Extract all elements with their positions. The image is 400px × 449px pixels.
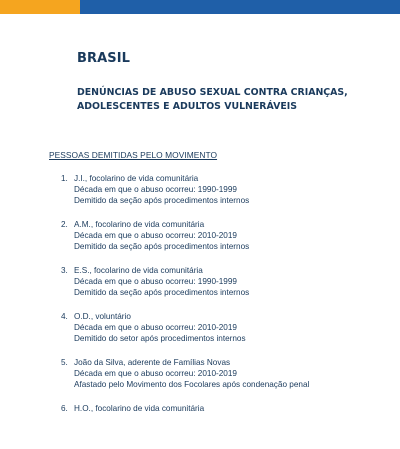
list-item-outcome: Demitido do setor após procedimentos internos <box>74 334 246 344</box>
list-item-name: A.M., focolarino de vida comunitária <box>74 220 205 229</box>
list-item-decade: Década em que o abuso ocorreu: 1990-1999 <box>74 185 237 195</box>
list-item-name: O.D., voluntário <box>74 312 131 321</box>
list-item-number: 1. <box>61 174 68 183</box>
list-item <box>0 357 400 403</box>
subtitle-line-1: DENÚNCIAS DE ABUSO SEXUAL CONTRA CRIANÇAS, <box>77 87 348 98</box>
list-item-outcome: Demitido da seção após procedimentos internos <box>74 242 250 252</box>
list-item <box>0 311 400 357</box>
document-subtitle <box>77 86 387 114</box>
list-item-number: 5. <box>61 358 68 367</box>
dismissed-persons-list <box>0 173 400 449</box>
list-item-outcome: Afastado pelo Movimento dos Focolares após condenação penal <box>74 380 310 390</box>
list-item <box>0 403 400 449</box>
header-bar-orange <box>0 0 80 14</box>
list-item <box>0 219 400 265</box>
list-item-name: J.I., focolarino de vida comunitária <box>74 174 199 183</box>
list-item-number: 3. <box>61 266 68 275</box>
list-item-number: 4. <box>61 312 68 321</box>
list-item-decade: Década em que o abuso ocorreu: 1990-1999 <box>74 277 237 287</box>
list-item-decade: Década em que o abuso ocorreu: 2010-2019 <box>74 369 237 379</box>
header-bar <box>0 0 400 14</box>
list-item <box>0 265 400 311</box>
subtitle-line-2: ADOLESCENTES E ADULTOS VULNERÁVEIS <box>77 101 298 112</box>
list-item-name: E.S., focolarino de vida comunitária <box>74 266 203 275</box>
list-item-decade: Década em que o abuso ocorreu: 2010-2019 <box>74 231 237 241</box>
country-title: BRASIL <box>77 51 131 66</box>
list-item-number: 6. <box>61 404 68 413</box>
list-item-name: João da Silva, aderente de Famílias Novas <box>74 358 231 367</box>
section-heading: PESSOAS DEMITIDAS PELO MOVIMENTO <box>49 150 218 160</box>
list-item-outcome: Demitido da seção após procedimentos internos <box>74 196 250 206</box>
list-item <box>0 173 400 219</box>
list-item-decade: Década em que o abuso ocorreu: 2010-2019 <box>74 323 237 333</box>
list-item-number: 2. <box>61 220 68 229</box>
list-item-outcome: Demitido da seção após procedimentos internos <box>74 288 250 298</box>
list-item-name: H.O., focolarino de vida comunitária <box>74 404 205 413</box>
